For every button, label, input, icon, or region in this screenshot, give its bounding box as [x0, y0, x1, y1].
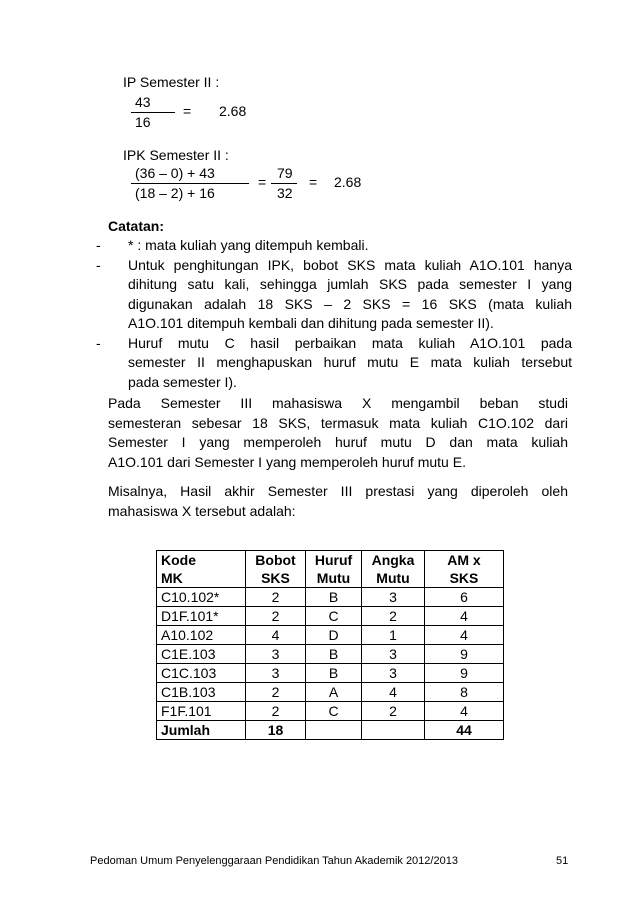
paragraph-line: A1O.101 dari Semester I yang memperoleh huruf mutu E.	[108, 453, 466, 470]
ipk-equals-1: =	[258, 174, 267, 190]
paragraph-line: mahasiswa X tersebut adalah:	[108, 502, 296, 519]
table-header-row	[157, 551, 504, 588]
table-row	[157, 626, 504, 645]
cell-am-sks: 9	[425, 664, 504, 683]
note-line: digunakan adalah 18 SKS – 2 SKS = 16 SKS (mata kuliah	[128, 295, 572, 312]
note-line: Untuk penghitungan IPK, bobot SKS mata kuliah A1O.101 hanya	[128, 256, 572, 273]
cell-kode: C1C.103	[157, 664, 246, 683]
table-row	[157, 664, 504, 683]
ip-label: IP Semester II :	[123, 74, 220, 90]
ipk-numerator: (36 – 0) + 43	[135, 165, 215, 181]
cell-am-sks: 4	[425, 607, 504, 626]
cell-angka: 2	[362, 607, 425, 626]
cell-kode: A10.102	[157, 626, 246, 645]
cell-huruf: B	[306, 664, 362, 683]
cell-huruf: C	[306, 702, 362, 721]
table-total-row	[157, 721, 504, 740]
table-row	[157, 702, 504, 721]
ipk-denominator-2: 32	[277, 185, 293, 201]
paragraph-semester-iii	[108, 394, 568, 472]
cell-huruf: D	[306, 626, 362, 645]
ipk-result: 2.68	[334, 174, 362, 190]
cell-kode: C1E.103	[157, 645, 246, 664]
cell-huruf: A	[306, 683, 362, 702]
ip-numerator: 43	[135, 94, 151, 110]
note-line: dihitung satu kali, sehingga jumlah SKS pada semester I yang	[128, 276, 572, 292]
ipk-numerator-2: 79	[277, 165, 293, 181]
paragraph-line: semesteran sebesar 18 SKS, termasuk mata kuliah C1O.102 dari	[108, 414, 568, 431]
ip-denominator: 16	[135, 114, 151, 130]
cell-angka: 4	[362, 683, 425, 702]
ipk-denominator: (18 – 2) + 16	[135, 185, 215, 201]
ipk-label: IPK Semester II :	[123, 147, 229, 163]
table-row	[157, 683, 504, 702]
cell-total-empty	[362, 721, 425, 740]
note-line: semester II menghapuskan huruf mutu E mata kuliah tersebut	[128, 354, 572, 370]
notes-list	[96, 236, 572, 392]
ip-equals: =	[183, 103, 192, 119]
cell-huruf: B	[306, 645, 362, 664]
cell-am-sks: 4	[425, 626, 504, 645]
note-item	[96, 256, 572, 334]
cell-total-empty	[306, 721, 362, 740]
ipk-fraction-bar	[131, 183, 249, 184]
cell-am-sks: 8	[425, 683, 504, 702]
cell-bobot: 2	[246, 702, 306, 721]
cell-am-sks: 4	[425, 702, 504, 721]
cell-bobot: 4	[246, 626, 306, 645]
cell-bobot: 3	[246, 664, 306, 683]
ip-fraction-bar	[131, 112, 175, 113]
cell-kode: D1F.101*	[157, 607, 246, 626]
cell-angka: 1	[362, 626, 425, 645]
header-kode-mk: Kode MK	[157, 551, 246, 588]
page-number: 51	[556, 855, 569, 867]
paragraph-results-intro	[108, 482, 568, 521]
note-line: A1O.101 ditempuh kembali dan dihitung pada semester II).	[128, 315, 494, 331]
note-dash: -	[96, 334, 101, 351]
note-line: pada semester I).	[128, 373, 237, 390]
paragraph-line: Semester I yang memperoleh huruf mutu D dan mata kuliah	[108, 434, 568, 450]
footer-text: Pedoman Umum Penyelenggaraan Pendidikan Tahun Akademik 2012/2013	[90, 855, 458, 867]
header-angka-mutu: Angka Mutu	[362, 551, 425, 588]
cell-total-sks: 18	[246, 721, 306, 740]
ipk-fraction-bar-2	[271, 183, 297, 184]
note-dash: -	[96, 237, 101, 253]
cell-am-sks: 9	[425, 645, 504, 664]
header-bobot-sks: Bobot SKS	[246, 551, 306, 588]
note-dash: -	[96, 256, 101, 273]
cell-am-sks: 6	[425, 588, 504, 607]
grades-table	[156, 550, 504, 740]
note-item	[96, 334, 572, 393]
cell-kode: F1F.101	[157, 702, 246, 721]
cell-bobot: 2	[246, 683, 306, 702]
table-row	[157, 607, 504, 626]
cell-angka: 3	[362, 588, 425, 607]
cell-total-am-sks: 44	[425, 721, 504, 740]
cell-bobot: 3	[246, 645, 306, 664]
cell-angka: 3	[362, 664, 425, 683]
table-row	[157, 645, 504, 664]
note-line: Huruf mutu C hasil perbaikan mata kuliah A1O.101 pada	[128, 334, 572, 351]
paragraph-line: Misalnya, Hasil akhir Semester III prestasi yang diperoleh oleh	[108, 483, 568, 499]
cell-kode: C10.102*	[157, 588, 246, 607]
paragraph-line: Pada Semester III mahasiswa X mengambil beban studi	[108, 395, 568, 411]
notes-title: Catatan:	[108, 218, 165, 234]
ip-result: 2.68	[219, 103, 247, 119]
ipk-equals-2: =	[309, 174, 318, 190]
cell-total-label: Jumlah	[157, 721, 246, 740]
cell-huruf: C	[306, 607, 362, 626]
cell-angka: 3	[362, 645, 425, 664]
cell-angka: 2	[362, 702, 425, 721]
cell-bobot: 2	[246, 588, 306, 607]
note-item	[96, 236, 572, 256]
header-am-x-sks: AM x SKS	[425, 551, 504, 588]
cell-kode: C1B.103	[157, 683, 246, 702]
note-line: * : mata kuliah yang ditempuh kembali.	[128, 237, 369, 253]
header-huruf-mutu: Huruf Mutu	[306, 551, 362, 588]
table-row	[157, 588, 504, 607]
cell-huruf: B	[306, 588, 362, 607]
cell-bobot: 2	[246, 607, 306, 626]
